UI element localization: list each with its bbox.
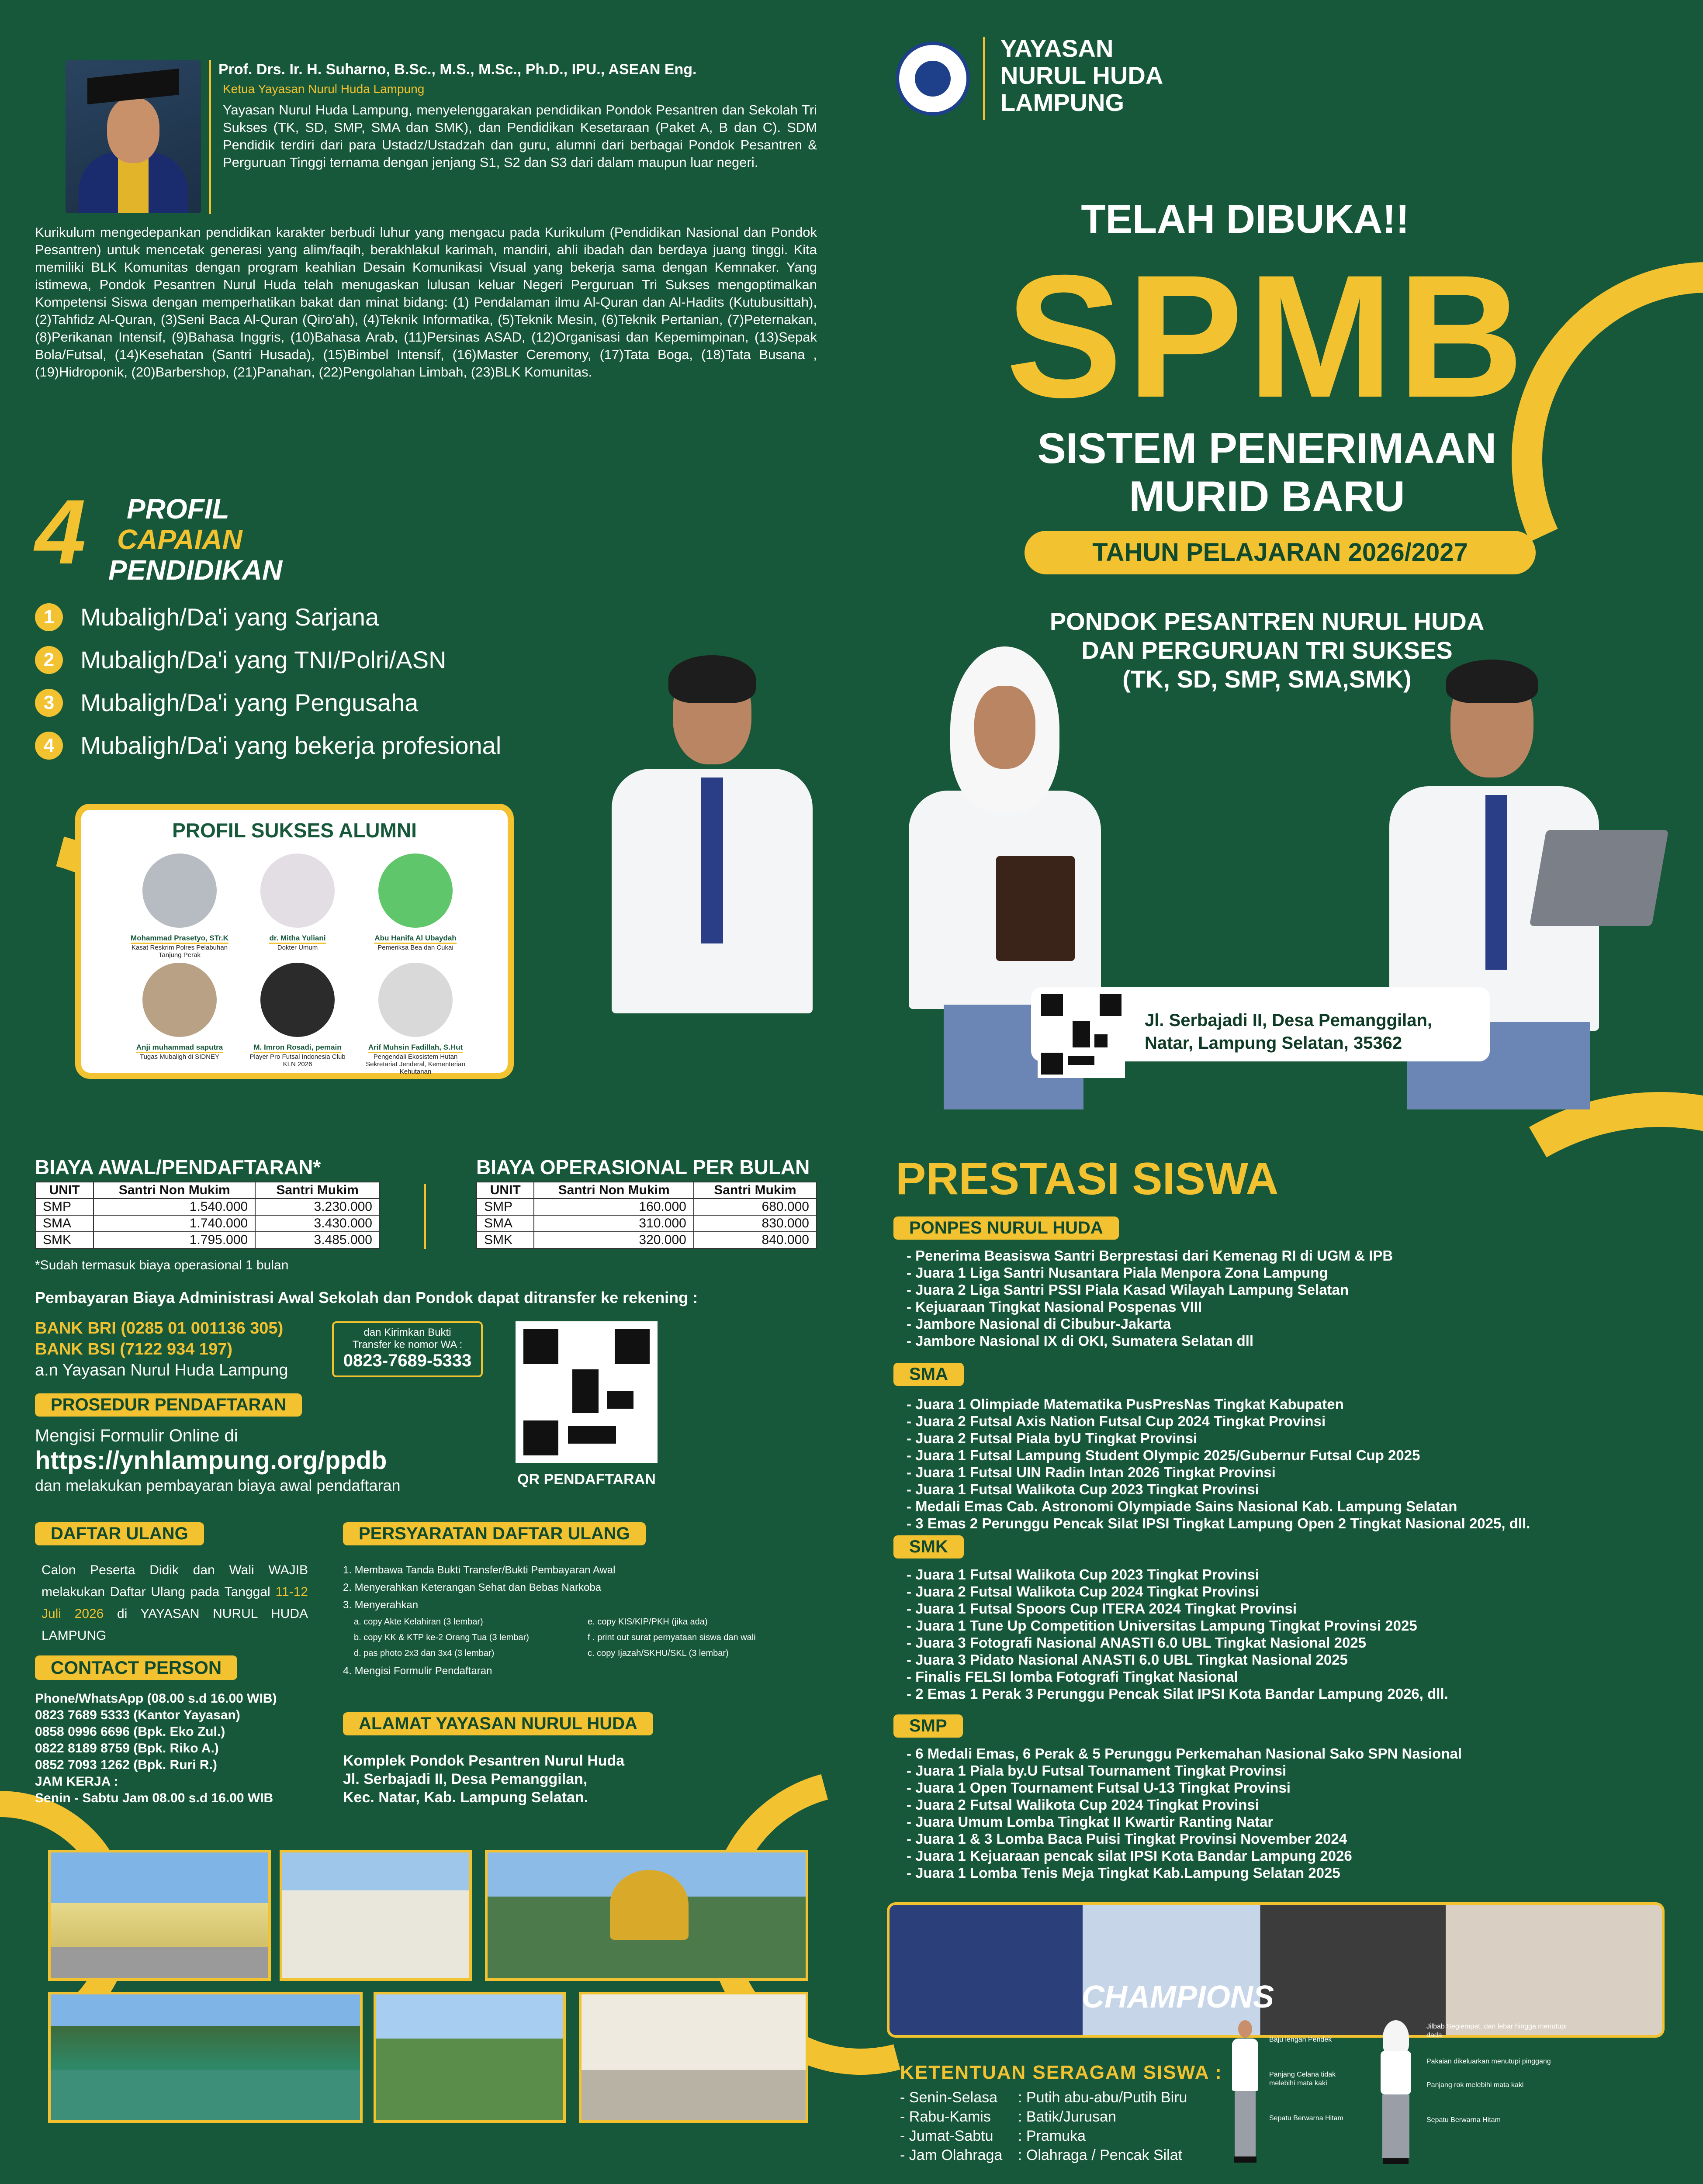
- prosedur-line1: Mengisi Formulir Online di: [35, 1426, 238, 1445]
- qr-label: QR PENDAFTARAN: [517, 1471, 656, 1488]
- alumni-card: Abu Hanifa Al Ubaydah Pemeriksa Bea dan Cukai: [361, 854, 470, 951]
- list-item: - Medali Emas Cab. Astronomi Olympiade Sains Nasional Kab. Lampung Selatan: [907, 1498, 1457, 1514]
- number-badge: 3: [35, 689, 63, 717]
- profil-item-2: 2 Mubaligh/Da'i yang TNI/Polri/ASN: [35, 646, 447, 674]
- founder-name: Prof. Drs. Ir. H. Suharno, B.Sc., M.S., M.Sc., Ph.D., IPU., ASEAN Eng.: [218, 61, 697, 78]
- founder-photo: [66, 60, 201, 213]
- table-row: SMP 1.540.000 3.230.000: [35, 1199, 380, 1215]
- address-qr-code[interactable]: [1038, 991, 1125, 1078]
- persyaratan-list: 1. Membawa Tanda Bukti Transfer/Bukti Pembayaran Awal 2. Menyerahkan Keterangan Sehat dan Bebas Narkoba 3. Menyerahkan: [343, 1564, 616, 1611]
- list-item: - Juara 1 Liga Santri Nusantara Piala Menpora Zona Lampung: [907, 1265, 1328, 1281]
- list-item: - 2 Emas 1 Perak 3 Perunggu Pencak Silat IPSI Kota Bandar Lampung 2026, dll.: [907, 1686, 1448, 1702]
- list-item: - Juara 1 Futsal Spoors Cup ITERA 2024 Tingkat Provinsi: [907, 1600, 1297, 1617]
- list-item: - Juara 1 Lomba Tenis Meja Tingkat Kab.Lampung Selatan 2025: [907, 1865, 1340, 1881]
- campus-photo: [579, 1992, 808, 2123]
- brand-name: YAYASAN NURUL HUDA LAMPUNG: [1000, 35, 1163, 116]
- alamat-lines: Komplek Pondok Pesantren Nurul Huda Jl. Serbajadi II, Desa Pemanggilan, Kec. Natar, Kab. Lampung Selatan.: [343, 1752, 625, 1806]
- bank-bsi: BANK BSI (7122 934 197): [35, 1340, 232, 1358]
- prestasi-list-ponpes: [907, 1247, 1393, 1349]
- alumni-box: [75, 804, 514, 1079]
- alumni-photo: [378, 963, 453, 1037]
- seragam-list: [900, 2088, 1187, 2165]
- persyaratan-sub-right: e. copy KIS/KIP/PKH (jika ada) f . print out surat pernyataan siswa dan wali c. copy Ijazah/SKHU/SKL (3 lembar): [588, 1617, 756, 1658]
- champions-text: CHAMPIONS: [1082, 1980, 1274, 2015]
- list-item: - Juara 2 Futsal Walikota Cup 2024 Tingkat Provinsi: [907, 1583, 1259, 1600]
- list-item: - Juara 2 Liga Santri PSSI Piala Kasad Wilayah Lampung Selatan: [907, 1282, 1349, 1298]
- payment-intro: Pembayaran Biaya Administrasi Awal Sekolah dan Pondok dapat ditransfer ke rekening :: [35, 1289, 698, 1306]
- daftar-ulang-date: 11-12 Juli 2026: [42, 1585, 308, 1621]
- contact-header: Phone/WhatsApp (08.00 s.d 16.00 WIB): [35, 1691, 277, 1706]
- table-row: SMA 310.000 830.000: [477, 1215, 817, 1232]
- list-item: - Juara 1 Futsal Walikota Cup 2023 Tingkat Provinsi: [907, 1566, 1259, 1583]
- hero-school2: DAN PERGURUAN TRI SUKSES: [1081, 636, 1453, 664]
- alumni-card: M. Imron Rosadi, pemain Player Pro Futsal Indonesia Club KLN 2026: [243, 963, 352, 1068]
- alumni-photo: [260, 854, 335, 928]
- contact-list: [35, 1690, 277, 1807]
- prestasi-group-label: SMA: [893, 1363, 964, 1386]
- wa-note: dan Kirimkan Bukti Transfer ke nomor WA :: [352, 1327, 463, 1351]
- monthly-fee-title: BIAYA OPERASIONAL PER BULAN: [476, 1156, 810, 1178]
- phone-number[interactable]: 0858 0996 6696 (Bpk. Eko Zul.): [35, 1724, 225, 1739]
- hero-sub1: SISTEM PENERIMAAN: [1037, 424, 1497, 472]
- table-header: Santri Mukim: [694, 1182, 817, 1199]
- hero-spmb: SPMB: [1006, 238, 1528, 434]
- alamat-title: ALAMAT YAYASAN NURUL HUDA: [343, 1712, 653, 1735]
- list-item: - Jambore Nasional IX di OKI, Sumatera Selatan dll: [907, 1333, 1254, 1349]
- list-item: - Juara 1 Futsal Walikota Cup 2023 Tingkat Provinsi: [907, 1481, 1259, 1497]
- list-item: - Juara Umum Lomba Tingkat II Kwartir Ranting Natar: [907, 1814, 1274, 1830]
- phone-number[interactable]: 0852 7093 1262 (Bpk. Ruri R.): [35, 1758, 217, 1772]
- founder-role: Ketua Yayasan Nurul Huda Lampung: [223, 82, 425, 96]
- address-text: Jl. Serbajadi II, Desa Pemanggilan, Natar, Lampung Selatan, 35362: [1145, 1011, 1433, 1053]
- uniform-boy-figure: [1232, 2020, 1258, 2164]
- list-item: - Juara 1 Futsal Lampung Student Olympic 2025/Gubernur Futsal Cup 2025: [907, 1447, 1420, 1463]
- alumni-photo: [142, 963, 217, 1037]
- campus-photo: [485, 1850, 808, 1981]
- registration-qr-code[interactable]: [516, 1321, 658, 1463]
- uniform-boy-notes: Baju lengan Pendek Panjang Celana tidak melebihi mata kaki Sepatu Berwarna Hitam: [1269, 2036, 1343, 2122]
- fee-divider: [424, 1184, 426, 1249]
- list-item: - Penerima Beasiswa Santri Berprestasi dari Kemenag RI di UGM & IPB: [907, 1248, 1393, 1264]
- uniform-girl-figure: [1381, 2020, 1411, 2164]
- phone-number[interactable]: 0822 8189 8759 (Bpk. Riko A.): [35, 1741, 219, 1755]
- list-item: - Kejuaraan Tingkat Nasional Pospenas VIII: [907, 1299, 1202, 1315]
- table-header: Santri Non Mukim: [534, 1182, 693, 1199]
- seragam-row: - Jumat-Sabtu : Pramuka: [900, 2128, 1086, 2144]
- persyaratan-sub-left: a. copy Akte Kelahiran (3 lembar) b. copy KK & KTP ke-2 Orang Tua (3 lembar) d. pas photo 2x3 dan 3x4 (3 lembar): [354, 1617, 529, 1658]
- bank-bri: BANK BRI (0285 01 001136 305): [35, 1319, 284, 1337]
- prestasi-list-sma: [907, 1396, 1530, 1532]
- number-badge: 1: [35, 603, 63, 631]
- table-row: SMK 1.795.000 3.485.000: [35, 1232, 380, 1248]
- table-row: SMP 160.000 680.000: [477, 1199, 817, 1215]
- table-header: UNIT: [477, 1182, 534, 1199]
- list-item: - Juara 1 Tune Up Competition Universitas Lampung Tingkat Provinsi 2025: [907, 1617, 1417, 1634]
- seragam-row: - Jam Olahraga : Olahraga / Pencak Silat: [900, 2147, 1183, 2163]
- persyaratan-last: 4. Mengisi Formulir Pendaftaran: [343, 1665, 492, 1677]
- list-item: - Juara 1 Olimpiade Matematika PusPresNas Tingkat Kabupaten: [907, 1396, 1344, 1412]
- wa-box: [332, 1321, 483, 1377]
- prosedur-line2: dan melakukan pembayaran biaya awal pendaftaran: [35, 1476, 401, 1494]
- list-item: - Juara 2 Futsal Walikota Cup 2024 Tingkat Provinsi: [907, 1797, 1259, 1813]
- prestasi-group-label: SMP: [893, 1714, 963, 1738]
- table-row: SMK 320.000 840.000: [477, 1232, 817, 1248]
- seragam-row: - Senin-Selasa : Putih abu-abu/Putih Biru: [900, 2089, 1187, 2106]
- table-header: Santri Mukim: [255, 1182, 380, 1199]
- alumni-card: Arif Muhsin Fadillah, S.Hut Pengendali Ekosistem Hutan Sekretariat Jenderal, Kementerian Kehutanan: [361, 963, 470, 1075]
- account-name: a.n Yayasan Nurul Huda Lampung: [35, 1361, 288, 1379]
- persyaratan-title: PERSYARATAN DAFTAR ULANG: [343, 1522, 646, 1545]
- contact-title: CONTACT PERSON: [35, 1655, 237, 1680]
- hours-label: JAM KERJA :: [35, 1774, 118, 1789]
- hero-opened: TELAH DIBUKA!!: [1081, 197, 1409, 242]
- profil-item-4: 4 Mubaligh/Da'i yang bekerja profesional: [35, 731, 501, 760]
- campus-photo: [374, 1992, 566, 2123]
- profil-line3: PENDIDIKAN: [108, 554, 283, 586]
- number-badge: 4: [35, 732, 63, 760]
- list-item: - 3 Emas 2 Perunggu Pencak Silat IPSI Tingkat Lampung Open 2 Tingkat Nasional 2025, dll.: [907, 1515, 1530, 1531]
- founder-divider: [209, 60, 211, 214]
- list-item: - Jambore Nasional di Cibubur-Jakarta: [907, 1316, 1171, 1332]
- list-item: - Juara 3 Pidato Nasional ANASTI 6.0 UBL Tingkat Nasional 2025: [907, 1652, 1348, 1668]
- profil-line1: PROFIL: [127, 493, 229, 525]
- hours: Senin - Sabtu Jam 08.00 s.d 16.00 WIB: [35, 1791, 273, 1805]
- brand-divider: [983, 37, 985, 120]
- list-item: - Juara 2 Futsal Piala byU Tingkat Provinsi: [907, 1430, 1198, 1446]
- alumni-photo: [142, 854, 217, 928]
- intro-paragraph: Yayasan Nurul Huda Lampung, menyelenggarakan pendidikan Pondok Pesantren dan Sekolah Tri Sukses (TK, SD, SMP, SMA dan SMK), dan Pendidikan Kesetaraan (Paket A, B dan C). SDM Pendidik terdiri dari para Ustadz/Ustadzah dan guru, alumni dari berbagai Pondok Pesantren & Perguruan Tinggi ternama dengan jenjang S1, S2 dan S3 dari dalam maupun luar negeri.: [223, 102, 817, 170]
- seragam-row: - Rabu-Kamis : Batik/Jurusan: [900, 2108, 1116, 2125]
- yayasan-logo: [896, 41, 970, 116]
- list-item: - Juara 1 Open Tournament Futsal U-13 Tingkat Provinsi: [907, 1780, 1291, 1796]
- monthly-fee-table: [476, 1182, 817, 1249]
- hero-year-pill: TAHUN PELAJARAN 2026/2027: [1025, 531, 1536, 574]
- daftar-ulang-text: Calon Peserta Didik dan Wali WAJIB melakukan Daftar Ulang pada Tanggal 11-12 Juli 2026 di YAYASAN NURUL HUDA LAMPUNG: [42, 1563, 308, 1643]
- fee-note: *Sudah termasuk biaya operasional 1 bulan: [35, 1258, 289, 1272]
- list-item: - Juara 1 Piala by.U Futsal Tournament Tingkat Provinsi: [907, 1762, 1287, 1779]
- student-boy-left-photo: [603, 646, 821, 1031]
- curriculum-paragraph: Kurikulum mengedepankan pendidikan karakter berbudi luhur yang mengacu pada Kurikulum (Pendidikan Nasional dan Pondok Pesantren) untuk mencetak generasi yang alim/faqih, berakhlakul karimah, mandiri, ahli ibadah dan berdaya juang tinggi. Kita memiliki BLK Komunitas dengan program keahlian Desain Komunikasi Visual yang bekerja sama dengan Kemnaker. Yang istimewa, Pondok Pesantren Nurul Huda telah menugaskan lulusan keluar Negeri Perguruan Tri Sukses mengoptimalkan Kompetensi Siswa dengan memperhatikan bakat dan minat bidang: (1) Pendalaman ilmu Al-Quran dan Al-Hadits (Kutubusittah), (2)Tahfidz Al-Quran, (3)Seni Baca Al-Quran (Qiro'ah), (4)Teknik Informatika, (5)Teknik Mesin, (6)Teknik Pertanian, (7)Peternakan, (8)Perikanan Intensif, (9)Bahasa Inggris, (10)Bahasa Arab, (11)Persinas ASAD, (12)Organisasi dan Kepemimpinan, (13)Sepak Bola/Futsal, (14)Kesehatan (Santri Husada), (15)Bimbel Intensif, (16)Master Ceremony, (17)Tata Boga, (18)Tata Busana , (19)Hidroponik, (20)Barbershop, (21)Panahan, (22)Pengolahan Limbah, (23)BLK Komunitas.: [35, 225, 817, 380]
- phone-number[interactable]: 0823 7689 5333 (Kantor Yayasan): [35, 1708, 240, 1722]
- list-item: - Juara 1 & 3 Lomba Baca Puisi Tingkat Provinsi November 2024: [907, 1831, 1347, 1847]
- prestasi-group-label: SMK: [893, 1535, 964, 1559]
- initial-fee-table: [35, 1182, 380, 1249]
- seragam-title: KETENTUAN SERAGAM SISWA :: [900, 2062, 1222, 2083]
- alumni-card: Mohammad Prasetyo, STr.K Kasat Reskrim Polres Pelabuhan Tanjung Perak: [125, 854, 234, 959]
- list-item: - Juara 3 Fotografi Nasional ANASTI 6.0 UBL Tingkat Nasional 2025: [907, 1635, 1367, 1651]
- prosedur-title: PROSEDUR PENDAFTARAN: [35, 1393, 302, 1417]
- table-header: Santri Non Mukim: [93, 1182, 255, 1199]
- list-item: - Juara 1 Futsal UIN Radin Intan 2026 Tingkat Provinsi: [907, 1464, 1276, 1480]
- profil-number: 4: [35, 480, 86, 583]
- alumni-card: Anji muhammad saputra Tugas Mubaligh di SIDNEY: [125, 963, 234, 1061]
- table-row: SMA 1.740.000 3.430.000: [35, 1215, 380, 1232]
- registration-link[interactable]: https://ynhlampung.org/ppdb: [35, 1446, 387, 1475]
- campus-photo: [280, 1850, 472, 1981]
- profil-item-3: 3 Mubaligh/Da'i yang Pengusaha: [35, 688, 418, 717]
- champions-photo-strip: [887, 1902, 1665, 2038]
- alumni-card: dr. Mitha Yuliani Dokter Umum: [243, 854, 352, 951]
- profil-line2: CAPAIAN: [117, 524, 242, 555]
- list-item: - Juara 2 Futsal Axis Nation Futsal Cup 2024 Tingkat Provinsi: [907, 1413, 1326, 1429]
- alumni-photo: [378, 854, 453, 928]
- daftar-ulang-title: DAFTAR ULANG: [35, 1522, 204, 1545]
- list-item: - Finalis FELSI lomba Fotografi Tingkat Nasional: [907, 1669, 1238, 1685]
- list-item: - 6 Medali Emas, 6 Perak & 5 Perunggu Perkemahan Nasional Sako SPN Nasional: [907, 1745, 1462, 1762]
- prestasi-title: PRESTASI SISWA: [896, 1154, 1279, 1204]
- hero-sub2: MURID BARU: [1129, 472, 1405, 520]
- number-badge: 2: [35, 646, 63, 674]
- hero-school3: (TK, SD, SMP, SMA,SMK): [1122, 665, 1412, 693]
- list-item: - Juara 1 Kejuaraan pencak silat IPSI Kota Bandar Lampung 2026: [907, 1848, 1352, 1864]
- profil-item-1: 1 Mubaligh/Da'i yang Sarjana: [35, 603, 379, 631]
- alumni-title: PROFIL SUKSES ALUMNI: [172, 819, 417, 842]
- alumni-photo: [260, 963, 335, 1037]
- prestasi-list-smk: [907, 1566, 1448, 1702]
- hero-school1: PONDOK PESANTREN NURUL HUDA: [1049, 608, 1485, 635]
- uniform-girl-notes: Jilbab Segiempat, dan lebar hingga menutupi dada Pakaian dikeluarkan menutupi pinggang Panjang rok melebihi mata kaki Sepatu Berwarna Hitam: [1426, 2023, 1567, 2124]
- campus-photo: [48, 1992, 363, 2123]
- table-header: UNIT: [35, 1182, 93, 1199]
- prestasi-list-smp: [907, 1745, 1462, 1881]
- wa-number[interactable]: 0823-7689-5333: [343, 1351, 472, 1370]
- initial-fee-title: BIAYA AWAL/PENDAFTARAN*: [35, 1156, 321, 1178]
- prestasi-group-label: PONPES NURUL HUDA: [893, 1216, 1119, 1240]
- campus-photo: [48, 1850, 271, 1981]
